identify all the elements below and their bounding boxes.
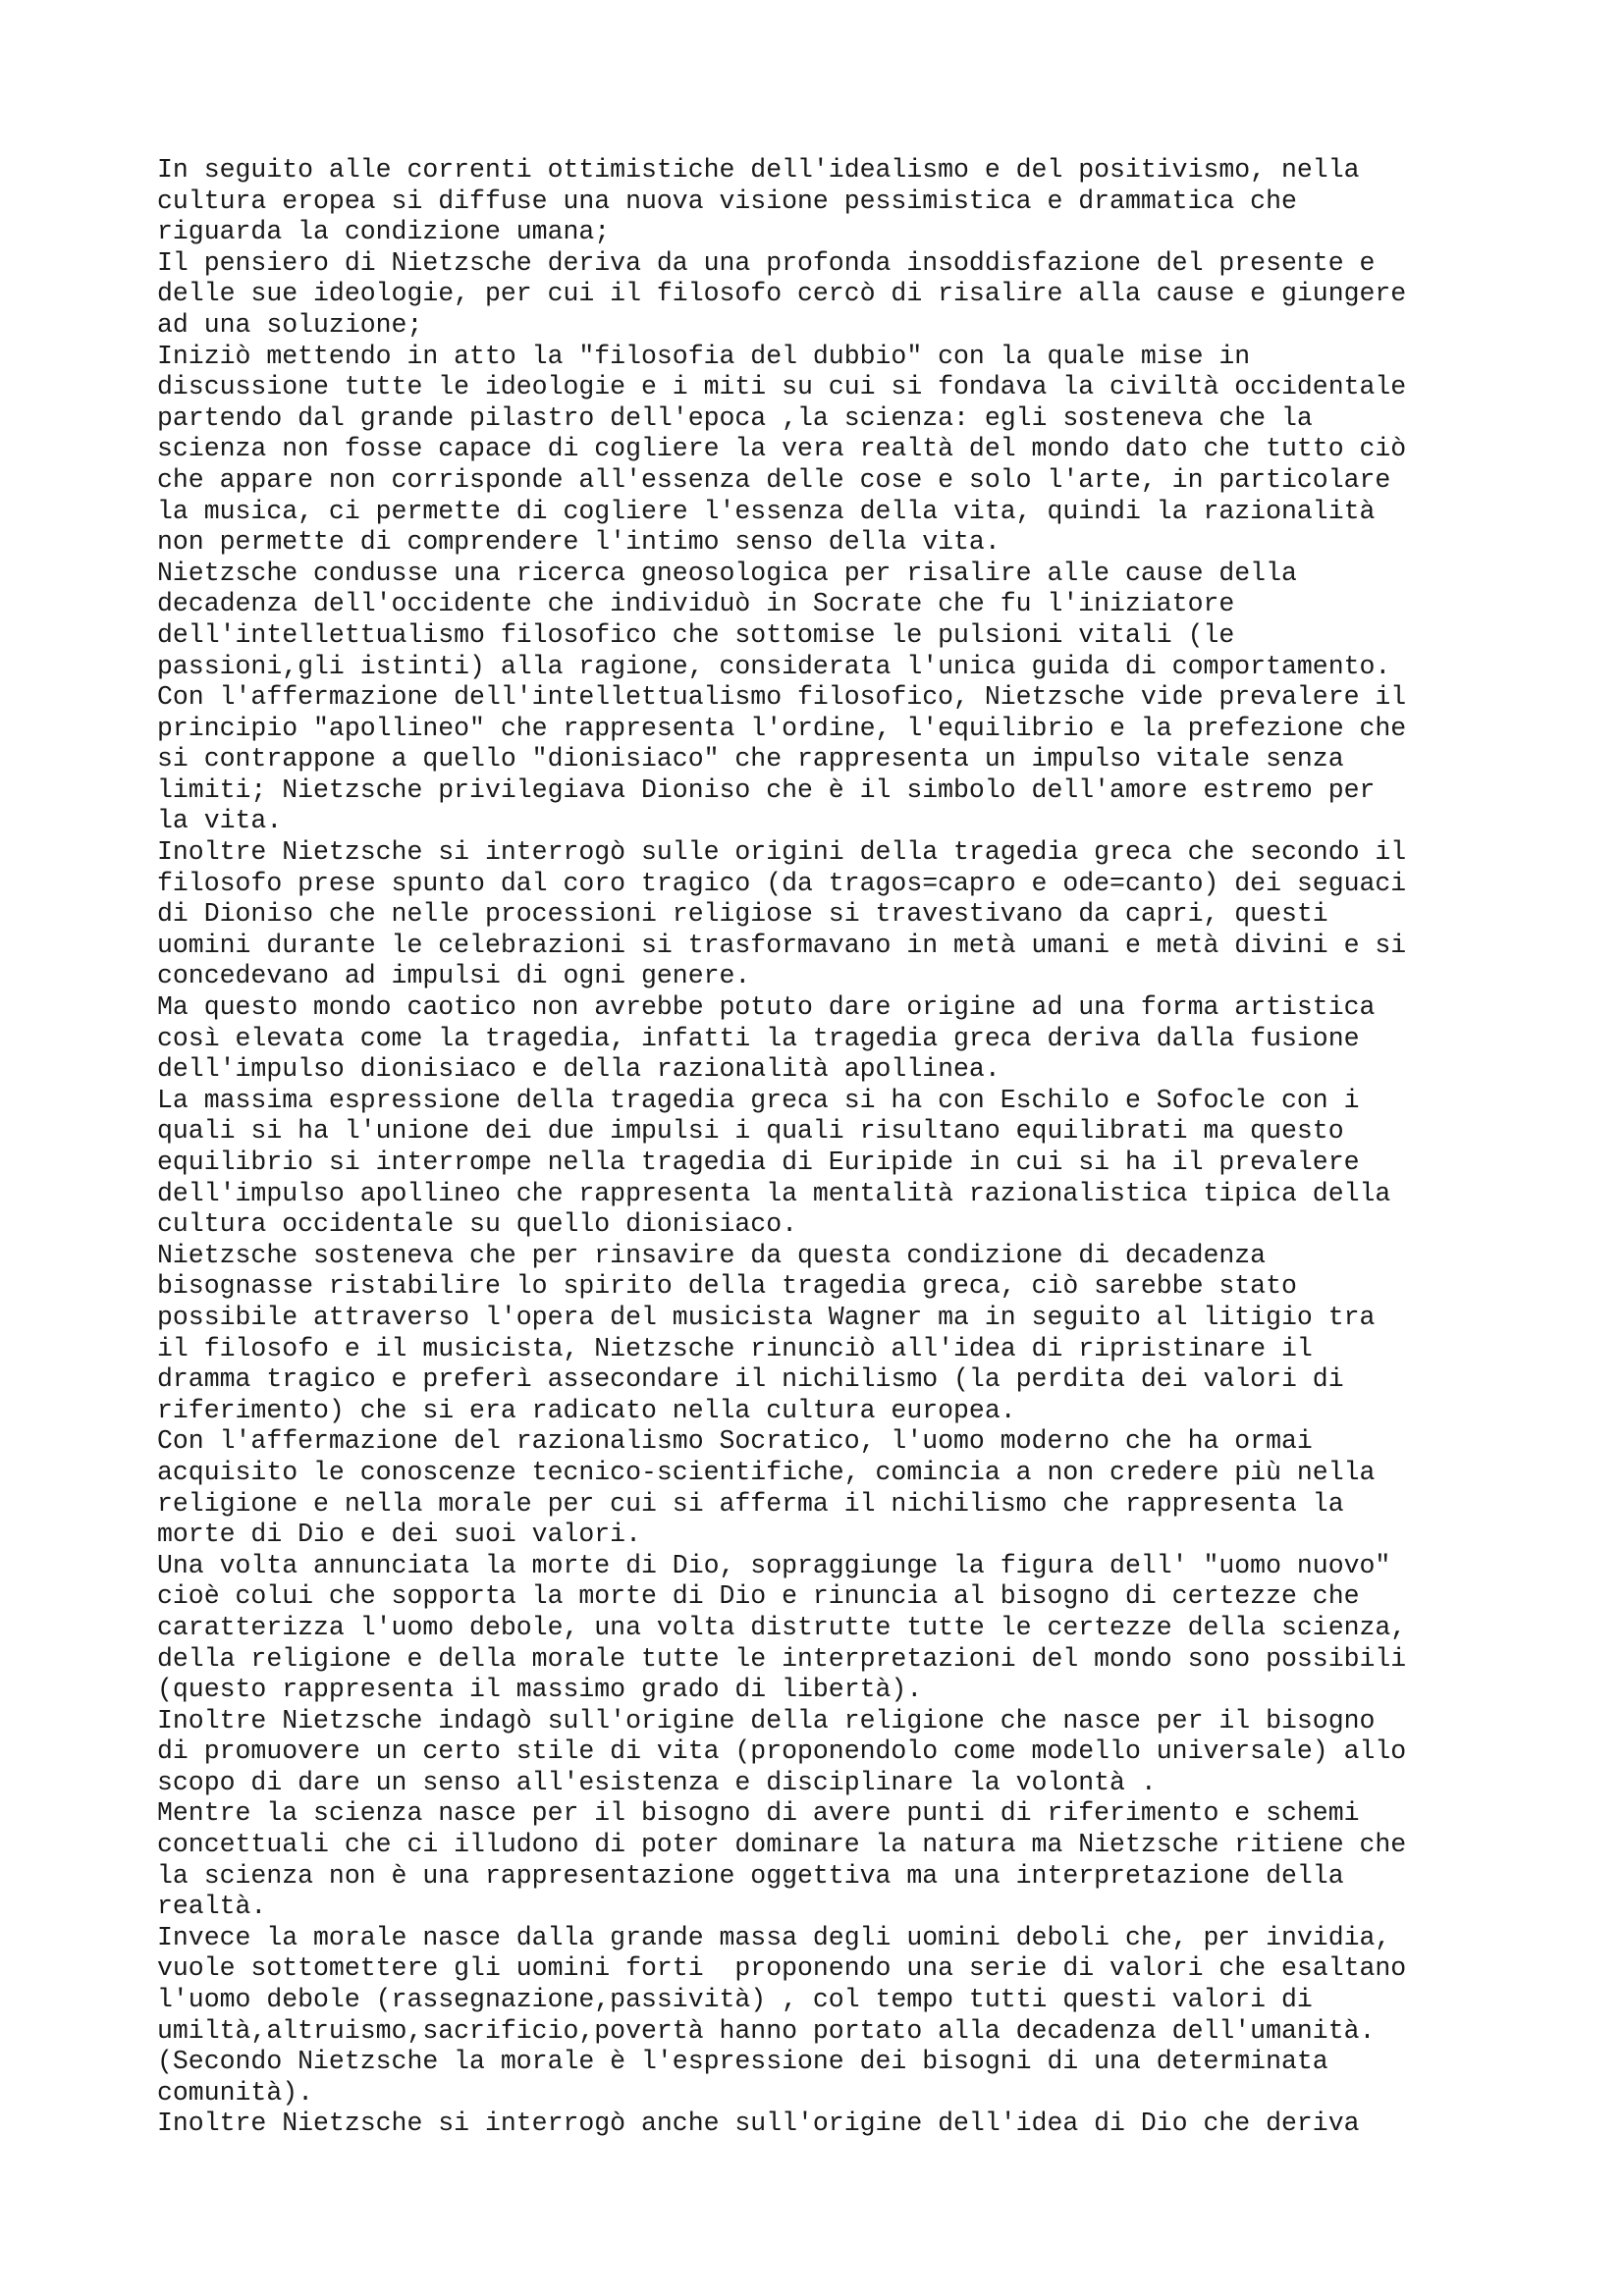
text-line: non permette di comprendere l'intimo senso della vita. [157, 527, 1001, 558]
document-body-text [157, 155, 1532, 2140]
text-line: la vita. [157, 806, 283, 836]
text-line: cultura eropea si diffuse una nuova visione pessimistica e drammatica che [157, 186, 1297, 216]
text-line: Invece la morale nasce dalla grande massa degli uomini deboli che, per invidia, [157, 1922, 1391, 1952]
text-line: Mentre la scienza nasce per il bisogno di avere punti di riferimento e schemi [157, 1798, 1360, 1829]
text-line: comunità). [157, 2077, 314, 2108]
text-line: riguarda la condizione umana; [157, 217, 611, 247]
text-line: passioni,gli istinti) alla ragione, considerata l'unica guida di comportamento. [157, 651, 1391, 681]
text-line: Una volta annunciata la morte di Dio, sopraggiunge la figura dell' "uomo nuovo" [157, 1550, 1391, 1580]
text-line: scienza non fosse capace di cogliere la vera realtà del mondo dato che tutto ciò [157, 434, 1407, 464]
text-line: Inoltre Nietzsche si interrogò sulle origini della tragedia greca che secondo il [157, 837, 1407, 868]
text-line: la musica, ci permette di cogliere l'essenza della vita, quindi la razionalità [157, 496, 1376, 526]
text-line: l'uomo debole (rassegnazione,passività) , col tempo tutti questi valori di [157, 1985, 1313, 2015]
text-line: principio "apollineo" che rappresenta l'ordine, l'equilibrio e la prefezione che [157, 713, 1407, 743]
text-line: La massima espressione della tragedia greca si ha con Eschilo e Sofocle con i [157, 1085, 1360, 1115]
text-line: equilibrio si interrompe nella tragedia di Euripide in cui si ha il prevalere [157, 1148, 1360, 1177]
text-line: discussione tutte le ideologie e i miti su cui si fondava la civiltà occidentale [157, 372, 1407, 402]
text-line: Inoltre Nietzsche si interrogò anche sull'origine dell'idea di Dio che deriva [157, 2109, 1360, 2139]
text-line: la scienza non è una rappresentazione oggettiva ma una interpretazione della [157, 1860, 1344, 1891]
text-line: Ma questo mondo caotico non avrebbe potuto dare origine ad una forma artistica [157, 992, 1376, 1023]
text-line: Nietzsche sosteneva che per rinsavire da questa condizione di decadenza [157, 1240, 1267, 1270]
text-line: Con l'affermazione del razionalismo Socratico, l'uomo moderno che ha ormai [157, 1426, 1313, 1457]
text-line: (questo rappresenta il massimo grado di libertà). [157, 1675, 923, 1705]
text-line: (Secondo Nietzsche la morale è l'espressione dei bisogni di una determinata [157, 2047, 1328, 2077]
text-line: Nietzsche condusse una ricerca gneosologica per risalire alle cause della [157, 558, 1297, 588]
text-line: acquisito le conoscenze tecnico-scientifiche, comincia a non credere più nella [157, 1457, 1376, 1487]
text-line: partendo dal grande pilastro dell'epoca ,la scienza: egli sosteneva che la [157, 402, 1313, 433]
text-line: umiltà,altruismo,sacrificio,povertà hanno portato alla decadenza dell'umanità. [157, 2015, 1376, 2046]
text-line: della religione e della morale tutte le interpretazioni del mondo sono possibili [157, 1643, 1407, 1674]
text-line: concedevano ad impulsi di ogni genere. [157, 961, 751, 991]
text-line: dell'intellettualismo filosofico che sottomise le pulsioni vitali (le [157, 619, 1235, 650]
text-line: si contrappone a quello "dionisiaco" che rappresenta un impulso vitale senza [157, 744, 1344, 774]
text-line: che appare non corrisponde all'essenza delle cose e solo l'arte, in particolare [157, 464, 1391, 495]
text-line: Con l'affermazione dell'intellettualismo filosofico, Nietzsche vide prevalere il [157, 682, 1407, 713]
text-line: caratterizza l'uomo debole, una volta distrutte tutte le certezze della scienza, [157, 1612, 1407, 1642]
text-line: dell'impulso apollineo che rappresenta la mentalità razionalistica tipica della [157, 1178, 1391, 1208]
text-line: dramma tragico e preferì assecondare il nichilismo (la perdita dei valori di [157, 1364, 1344, 1395]
text-line: vuole sottomettere gli uomini forti proponendo una serie di valori che esaltano [157, 1953, 1407, 1984]
text-line: cioè colui che sopporta la morte di Dio e rinuncia al bisogno di certezze che [157, 1581, 1360, 1612]
text-line: religione e nella morale per cui si afferma il nichilismo che rappresenta la [157, 1488, 1344, 1519]
text-line: limiti; Nietzsche privilegiava Dioniso che è il simbolo dell'amore estremo per [157, 774, 1376, 805]
text-line: così elevata come la tragedia, infatti la tragedia greca deriva dalla fusione [157, 1023, 1360, 1053]
text-line: delle sue ideologie, per cui il filosofo cercò di risalire alla cause e giungere [157, 279, 1407, 309]
text-line: realtà. [157, 1892, 267, 1922]
text-line: filosofo prese spunto dal coro tragico (da tragos=capro e ode=canto) dei seguaci [157, 868, 1407, 898]
text-line: quali si ha l'unione dei due impulsi i quali risultano equilibrati ma questo [157, 1116, 1344, 1147]
text-line: di Dioniso che nelle processioni religiose si travestivano da capri, questi [157, 899, 1328, 930]
text-line: cultura occidentale su quello dionisiaco. [157, 1209, 798, 1240]
text-line: In seguito alle correnti ottimistiche dell'idealismo e del positivismo, nella [157, 155, 1360, 185]
text-line: Inoltre Nietzsche indagò sull'origine della religione che nasce per il bisogno [157, 1705, 1376, 1735]
text-line: possibile attraverso l'opera del musicista Wagner ma in seguito al litigio tra [157, 1302, 1376, 1332]
text-line: di promuovere un certo stile di vita (proponendolo come modello universale) allo [157, 1736, 1407, 1767]
text-line: bisognasse ristabilire lo spirito della tragedia greca, ciò sarebbe stato [157, 1271, 1297, 1302]
text-line: decadenza dell'occidente che individuò in Socrate che fu l'iniziatore [157, 589, 1235, 619]
text-line: il filosofo e il musicista, Nietzsche rinunciò all'idea di ripristinare il [157, 1333, 1313, 1363]
text-line: ad una soluzione; [157, 309, 423, 340]
text-line: morte di Dio e dei suoi valori. [157, 1520, 641, 1550]
text-line: uomini durante le celebrazioni si trasformavano in metà umani e metà divini e si [157, 930, 1407, 960]
text-line: scopo di dare un senso all'esistenza e disciplinare la volontà . [157, 1767, 1157, 1797]
text-line: Iniziò mettendo in atto la "filosofia del dubbio" con la quale mise in [157, 341, 1251, 371]
text-line: dell'impulso dionisiaco e della razionalità apollinea. [157, 1054, 1001, 1085]
text-line: Il pensiero di Nietzsche deriva da una profonda insoddisfazione del presente e [157, 247, 1376, 278]
text-line: riferimento) che si era radicato nella cultura europea. [157, 1395, 1016, 1425]
text-line: concettuali che ci illudono di poter dominare la natura ma Nietzsche ritiene che [157, 1830, 1407, 1860]
